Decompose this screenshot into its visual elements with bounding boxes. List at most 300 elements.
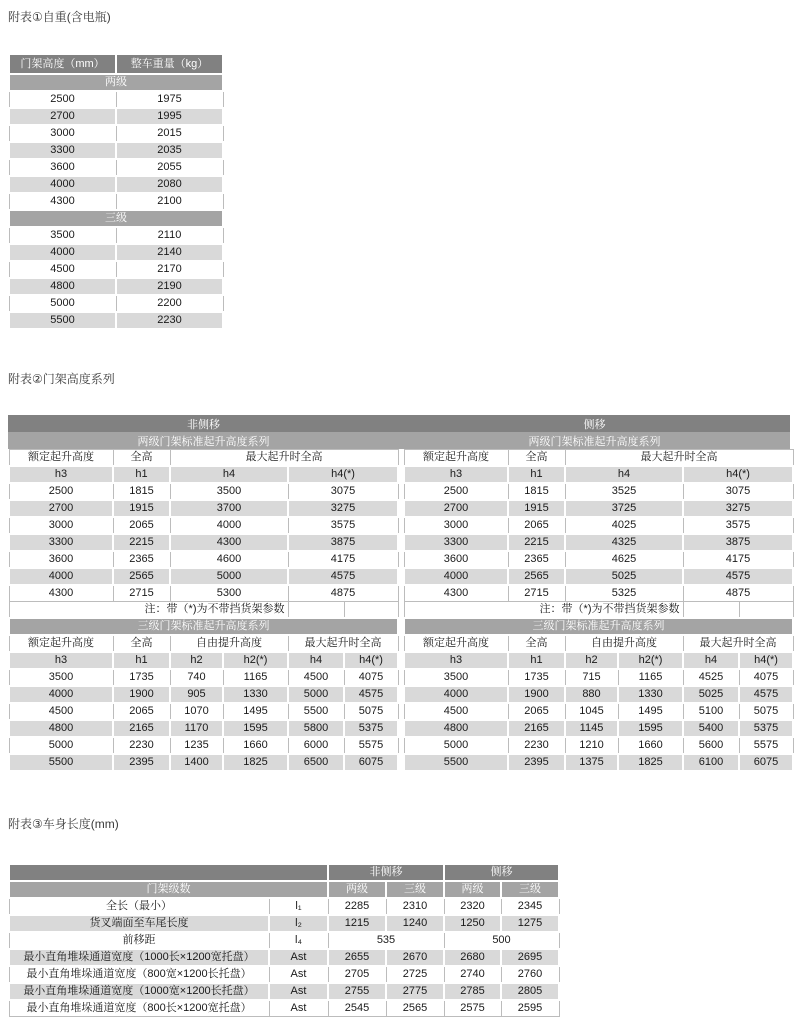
- table-cell: 5000: [288, 686, 344, 703]
- table-row: [404, 669, 793, 686]
- table-cell: 2165: [508, 720, 565, 737]
- column-header: 最大起升时全高: [565, 450, 793, 467]
- table-row: [9, 602, 398, 619]
- table-cell: 2015: [116, 125, 223, 142]
- table-cell: 5325: [565, 585, 683, 602]
- table-cell: [739, 602, 793, 619]
- note-cell: 注：带（*)为不带挡货架参数: [404, 602, 683, 619]
- table-cell: 3600: [404, 551, 508, 568]
- symbol-cell: l₄: [269, 932, 328, 949]
- table-cell: 1660: [223, 737, 288, 754]
- table-cell: 4300: [170, 534, 288, 551]
- table-cell: 715: [565, 669, 618, 686]
- table-row: [9, 720, 398, 737]
- table-cell: 2715: [113, 585, 170, 602]
- table-cell: 3000: [404, 517, 508, 534]
- table-cell: 3075: [288, 483, 398, 500]
- table-cell: 3500: [9, 227, 116, 244]
- table-cell: 5375: [344, 720, 398, 737]
- table-cell: 5000: [170, 568, 288, 585]
- table-cell: 1975: [116, 91, 223, 108]
- table-cell: 2365: [508, 551, 565, 568]
- column-header: 额定起升高度: [404, 635, 508, 652]
- table-cell: 2655: [328, 949, 386, 966]
- table-row: [404, 483, 793, 500]
- table-row: [404, 568, 793, 585]
- table-cell: 1495: [223, 703, 288, 720]
- table-row: [9, 864, 559, 881]
- table-cell: 6100: [683, 754, 739, 771]
- sub-header: h4(*): [344, 652, 398, 669]
- table-row: [404, 686, 793, 703]
- column-header: 非侧移: [328, 864, 444, 881]
- table-row: [9, 450, 398, 467]
- table-row: [404, 737, 793, 754]
- section-band: 三级门架标准起升高度系列: [9, 618, 398, 635]
- table-cell: 2705: [328, 966, 386, 983]
- column-header: 全高: [113, 450, 170, 467]
- table-cell: 4875: [683, 585, 793, 602]
- symbol-cell: Ast: [269, 1000, 328, 1017]
- table-cell: 4800: [9, 278, 116, 295]
- table-cell: 4325: [565, 534, 683, 551]
- column-header: 整车重量（kg）: [116, 54, 223, 74]
- symbol-cell: Ast: [269, 983, 328, 1000]
- mast-height-table-block: [8, 415, 790, 772]
- table-row: [9, 686, 398, 703]
- table-cell: 4075: [739, 669, 793, 686]
- table-cell: 5500: [404, 754, 508, 771]
- table-cell: 1595: [618, 720, 683, 737]
- table-row: [9, 949, 559, 966]
- row-label: 最小直角堆垛通道宽度（800宽×1200长托盘）: [9, 966, 269, 983]
- table-row: [9, 125, 223, 142]
- table-row: [404, 618, 793, 635]
- table-cell: 3300: [9, 534, 113, 551]
- table-cell: 3275: [683, 500, 793, 517]
- table-cell: 1375: [565, 754, 618, 771]
- table-cell: 3275: [288, 500, 398, 517]
- table-cell: 1165: [618, 669, 683, 686]
- table-cell: 2215: [508, 534, 565, 551]
- table-cell: 2740: [444, 966, 501, 983]
- table3-title: 附表③车身长度(mm): [8, 817, 119, 831]
- table-cell: 1735: [113, 669, 170, 686]
- table-cell: 6075: [739, 754, 793, 771]
- table-row: [9, 898, 559, 915]
- column-header: 额定起升高度: [9, 635, 113, 652]
- table-cell: 1145: [565, 720, 618, 737]
- table-row: [9, 227, 223, 244]
- table-cell: 1400: [170, 754, 223, 771]
- table-cell: 5575: [344, 737, 398, 754]
- table-cell: 1330: [223, 686, 288, 703]
- table-cell: 1215: [328, 915, 386, 932]
- column-header: 全高: [508, 450, 565, 467]
- table-cell: 4175: [288, 551, 398, 568]
- table-row: [9, 635, 398, 652]
- table-cell: 5075: [344, 703, 398, 720]
- table-cell: 3725: [565, 500, 683, 517]
- sub-header: h4(*): [739, 652, 793, 669]
- two-stage-series-left-label: 两级门架标准起升高度系列: [137, 435, 270, 448]
- table-cell: 4000: [9, 176, 116, 193]
- table-cell: 2140: [116, 244, 223, 261]
- table-cell: 3525: [565, 483, 683, 500]
- table-cell: 905: [170, 686, 223, 703]
- sub-header: h4: [683, 652, 739, 669]
- table-row: [404, 703, 793, 720]
- table-cell: 5025: [565, 568, 683, 585]
- table-cell: 2700: [404, 500, 508, 517]
- table-cell: 4875: [288, 585, 398, 602]
- table-cell: 5500: [9, 312, 116, 329]
- table-cell: [288, 602, 344, 619]
- column-header: 门架高度（mm）: [9, 54, 116, 74]
- table-cell: 1210: [565, 737, 618, 754]
- table-row: [9, 261, 223, 278]
- table-cell: 1165: [223, 669, 288, 686]
- table-row: [404, 534, 793, 551]
- section-band: 两级: [9, 74, 223, 91]
- sub-header: h1: [113, 652, 170, 669]
- table-cell: 1250: [444, 915, 501, 932]
- column-header: 门架级数: [9, 881, 328, 898]
- table-cell: [683, 602, 739, 619]
- table-cell: 2170: [116, 261, 223, 278]
- table-cell: 5300: [170, 585, 288, 602]
- table-cell: 880: [565, 686, 618, 703]
- table-cell: 1825: [223, 754, 288, 771]
- table-cell: 3575: [683, 517, 793, 534]
- sub-header: h4: [565, 466, 683, 483]
- table-cell: 1735: [508, 669, 565, 686]
- row-label: 最小直角堆垛通道宽度（800长×1200宽托盘）: [9, 1000, 269, 1017]
- table-cell: 2365: [113, 551, 170, 568]
- symbol-cell: l₂: [269, 915, 328, 932]
- table-cell: 2100: [116, 193, 223, 210]
- table-row: [404, 450, 793, 467]
- section-band: 三级: [9, 210, 223, 227]
- column-header: 最大起升时全高: [170, 450, 398, 467]
- sideshift-band-row: [8, 415, 790, 432]
- column-header: 两级: [444, 881, 501, 898]
- table-cell: 4575: [683, 568, 793, 585]
- table-cell: 5075: [739, 703, 793, 720]
- symbol-cell: Ast: [269, 966, 328, 983]
- column-header: 两级: [328, 881, 386, 898]
- table-cell: 2500: [404, 483, 508, 500]
- table-cell: 4500: [288, 669, 344, 686]
- table-cell: 2500: [9, 483, 113, 500]
- table-cell: 4000: [9, 686, 113, 703]
- table-cell: 3875: [288, 534, 398, 551]
- table-row: [404, 517, 793, 534]
- table-row: [9, 534, 398, 551]
- table-cell: 3500: [9, 669, 113, 686]
- table-cell: 2230: [116, 312, 223, 329]
- column-header: 最大起升时全高: [683, 635, 793, 652]
- table-cell: 2395: [508, 754, 565, 771]
- table-row: [9, 142, 223, 159]
- table-cell: 5000: [9, 295, 116, 312]
- table-cell: 3875: [683, 534, 793, 551]
- table-cell: 4075: [344, 669, 398, 686]
- table-cell: 5375: [739, 720, 793, 737]
- table2-title: 附表②门架高度系列: [8, 372, 115, 386]
- table-cell: 1275: [501, 915, 559, 932]
- table-row: [9, 881, 559, 898]
- table-cell: 2700: [9, 500, 113, 517]
- table-cell: 3075: [683, 483, 793, 500]
- table-cell: 4000: [170, 517, 288, 534]
- table-cell: 2565: [386, 1000, 444, 1017]
- table-cell: 3700: [170, 500, 288, 517]
- table-row: [9, 983, 559, 1000]
- table-cell: 740: [170, 669, 223, 686]
- sub-header: h2(*): [618, 652, 683, 669]
- table-cell: 4300: [9, 193, 116, 210]
- table-cell: 2035: [116, 142, 223, 159]
- table-cell: 4000: [9, 244, 116, 261]
- table-cell: 3000: [9, 125, 116, 142]
- table-cell: [344, 602, 398, 619]
- column-header: 三级: [386, 881, 444, 898]
- sub-header: h4: [170, 466, 288, 483]
- sub-header: h2: [565, 652, 618, 669]
- table-cell: 2755: [328, 983, 386, 1000]
- table-row: [9, 295, 223, 312]
- table-row: [9, 278, 223, 295]
- column-header: 全高: [113, 635, 170, 652]
- table-row: [9, 312, 223, 329]
- mast-height-table-nonsideshift: [8, 449, 399, 772]
- table-row: [404, 602, 793, 619]
- table-cell: 1495: [618, 703, 683, 720]
- table-cell: 535: [328, 932, 444, 949]
- symbol-cell: l₁: [269, 898, 328, 915]
- table-cell: 5000: [9, 737, 113, 754]
- table-cell: 4500: [9, 261, 116, 278]
- column-header: 额定起升高度: [9, 450, 113, 467]
- table-cell: 5100: [683, 703, 739, 720]
- sub-header: h3: [404, 652, 508, 669]
- table-cell: 5800: [288, 720, 344, 737]
- table-cell: 2500: [9, 91, 116, 108]
- table-row: [9, 966, 559, 983]
- column-header: 自由提升高度: [565, 635, 683, 652]
- column-header: 全高: [508, 635, 565, 652]
- table-cell: 2165: [113, 720, 170, 737]
- table-cell: 2700: [9, 108, 116, 125]
- table-cell: 4000: [404, 568, 508, 585]
- two-stage-series-band-row: [8, 432, 790, 449]
- table-cell: 4025: [565, 517, 683, 534]
- table-cell: 5600: [683, 737, 739, 754]
- sub-header: h3: [404, 466, 508, 483]
- table-cell: 2395: [113, 754, 170, 771]
- table-cell: 5400: [683, 720, 739, 737]
- table-row: [9, 551, 398, 568]
- table-cell: 3600: [9, 159, 116, 176]
- table-cell: 2065: [113, 703, 170, 720]
- table-row: [9, 74, 223, 91]
- table-cell: 4800: [9, 720, 113, 737]
- row-label: 货叉端面至车尾长度: [9, 915, 269, 932]
- table-cell: 2715: [508, 585, 565, 602]
- table-cell: 2775: [386, 983, 444, 1000]
- table-cell: 2065: [113, 517, 170, 534]
- table-cell: 1825: [618, 754, 683, 771]
- table-cell: 2695: [501, 949, 559, 966]
- column-header: 侧移: [444, 864, 559, 881]
- column-header: 额定起升高度: [404, 450, 508, 467]
- table-cell: 2545: [328, 1000, 386, 1017]
- sub-header: h1: [113, 466, 170, 483]
- table-row: [9, 517, 398, 534]
- table-row: [9, 108, 223, 125]
- table-cell: 2080: [116, 176, 223, 193]
- row-label: 前移距: [9, 932, 269, 949]
- table-row: [9, 703, 398, 720]
- sub-header: h1: [508, 466, 565, 483]
- table-cell: 2345: [501, 898, 559, 915]
- table-cell: 1070: [170, 703, 223, 720]
- table-cell: 2200: [116, 295, 223, 312]
- table-cell: 2230: [508, 737, 565, 754]
- table-cell: 1330: [618, 686, 683, 703]
- table-cell: 2110: [116, 227, 223, 244]
- table-cell: 2310: [386, 898, 444, 915]
- table-cell: 2055: [116, 159, 223, 176]
- table-row: [9, 585, 398, 602]
- column-header: 最大起升时全高: [288, 635, 398, 652]
- table-cell: 1900: [508, 686, 565, 703]
- note-cell: 注：带（*)为不带挡货架参数: [9, 602, 288, 619]
- table-row: [9, 669, 398, 686]
- sub-header: h4(*): [288, 466, 398, 483]
- table-row: [9, 932, 559, 949]
- sub-header: h3: [9, 466, 113, 483]
- table-row: [9, 91, 223, 108]
- table-cell: 1240: [386, 915, 444, 932]
- table-cell: 4575: [344, 686, 398, 703]
- table-cell: 5000: [404, 737, 508, 754]
- table-cell: 1995: [116, 108, 223, 125]
- table-row: [9, 754, 398, 771]
- table-row: [9, 466, 398, 483]
- table-cell: 1595: [223, 720, 288, 737]
- table-cell: 1915: [508, 500, 565, 517]
- table-row: [9, 54, 223, 74]
- self-weight-table: [8, 53, 224, 330]
- table-row: [404, 466, 793, 483]
- table-cell: 3300: [9, 142, 116, 159]
- table-cell: 3600: [9, 551, 113, 568]
- table-cell: 5500: [9, 754, 113, 771]
- table-cell: 4300: [404, 585, 508, 602]
- table-cell: 6075: [344, 754, 398, 771]
- sub-header: h1: [508, 652, 565, 669]
- row-label: 最小直角堆垛通道宽度（1000宽×1200长托盘）: [9, 983, 269, 1000]
- table-cell: 4525: [683, 669, 739, 686]
- table-cell: 2320: [444, 898, 501, 915]
- table-row: [9, 483, 398, 500]
- sub-header: h2(*): [223, 652, 288, 669]
- table-cell: 6000: [288, 737, 344, 754]
- symbol-cell: Ast: [269, 949, 328, 966]
- two-stage-series-right-label: 两级门架标准起升高度系列: [528, 435, 661, 448]
- table-row: [9, 210, 223, 227]
- table-cell: 3000: [9, 517, 113, 534]
- table-row: [404, 720, 793, 737]
- table-cell: 2760: [501, 966, 559, 983]
- table-cell: 4000: [404, 686, 508, 703]
- table-cell: 2575: [444, 1000, 501, 1017]
- table-cell: 2805: [501, 983, 559, 1000]
- band-sideshift-label: 侧移: [583, 418, 606, 431]
- table-cell: 2230: [113, 737, 170, 754]
- table-row: [404, 585, 793, 602]
- table-cell: 4600: [170, 551, 288, 568]
- table-cell: 1045: [565, 703, 618, 720]
- column-header: 自由提升高度: [170, 635, 288, 652]
- table-cell: 1660: [618, 737, 683, 754]
- table-row: [404, 500, 793, 517]
- table-cell: 2215: [113, 534, 170, 551]
- table-row: [9, 244, 223, 261]
- sub-header: h4: [288, 652, 344, 669]
- table-cell: 1815: [113, 483, 170, 500]
- table-cell: 2285: [328, 898, 386, 915]
- table-cell: 5575: [739, 737, 793, 754]
- table-cell: 1235: [170, 737, 223, 754]
- table-cell: 2595: [501, 1000, 559, 1017]
- table-row: [9, 159, 223, 176]
- table-cell: 5025: [683, 686, 739, 703]
- section-band: 三级门架标准起升高度系列: [404, 618, 793, 635]
- table-row: [404, 652, 793, 669]
- row-label: 全长（最小）: [9, 898, 269, 915]
- table-cell: 2565: [113, 568, 170, 585]
- table-cell: 4175: [683, 551, 793, 568]
- column-header: 三级: [501, 881, 559, 898]
- table-row: [9, 915, 559, 932]
- table-cell: 4500: [9, 703, 113, 720]
- sub-header: h2: [170, 652, 223, 669]
- table-row: [9, 568, 398, 585]
- table-cell: 2065: [508, 517, 565, 534]
- table-cell: 4000: [9, 568, 113, 585]
- table-row: [404, 551, 793, 568]
- body-length-table: [8, 863, 560, 1017]
- table-row: [9, 193, 223, 210]
- table-row: [404, 635, 793, 652]
- table-cell: 4500: [404, 703, 508, 720]
- table1-title: 附表①自重(含电瓶): [8, 10, 111, 24]
- table-cell: 2065: [508, 703, 565, 720]
- table-cell: 1900: [113, 686, 170, 703]
- table-cell: 4575: [288, 568, 398, 585]
- table-cell: 4300: [9, 585, 113, 602]
- table-cell: 3300: [404, 534, 508, 551]
- table-row: [9, 176, 223, 193]
- table-row: [9, 737, 398, 754]
- table-row: [9, 618, 398, 635]
- table-cell: 2670: [386, 949, 444, 966]
- table-cell: 2725: [386, 966, 444, 983]
- table-cell: 4625: [565, 551, 683, 568]
